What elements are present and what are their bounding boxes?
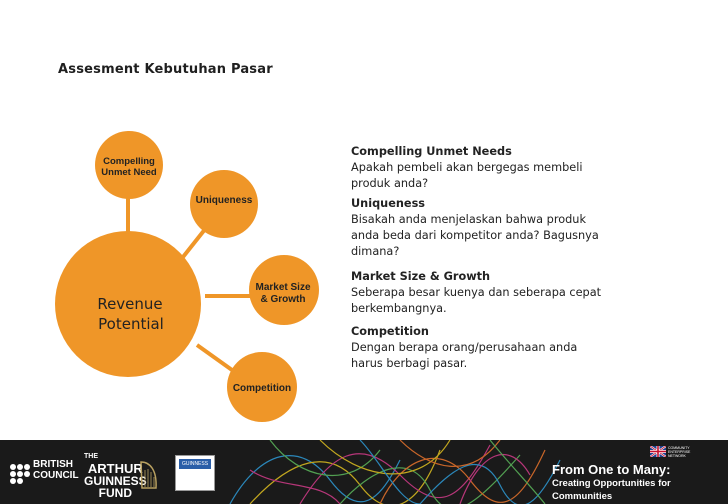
market-label-2: & Growth xyxy=(260,294,306,305)
description-line: Dengan berapa orang/perusahaan anda xyxy=(351,341,578,354)
partner-text-line: COMMUNITY xyxy=(668,446,690,450)
compelling-unmet-need-node xyxy=(95,131,163,199)
guinness-line-3: GUINNESS xyxy=(84,474,147,488)
description-market xyxy=(351,269,623,317)
page-title: Assesment Kebutuhan Pasar xyxy=(58,62,273,77)
uk-flag-icon xyxy=(650,446,666,457)
connector-competition xyxy=(197,345,232,370)
description-line: Seberapa besar kuenya dan seberapa cepat xyxy=(351,286,602,299)
revenue-potential-label-2: Potential xyxy=(98,315,164,333)
british-council-logo xyxy=(33,459,79,481)
competition-label: Competition xyxy=(232,383,292,394)
guinness-line-2: ARTHUR xyxy=(87,461,143,476)
partner-badge xyxy=(175,455,215,491)
partner-text-line: NETWORK xyxy=(668,454,686,458)
uniqueness-label: Uniqueness xyxy=(195,195,253,206)
british-council-line-1: BRITISH xyxy=(33,459,73,470)
british-council-line-2: COUNCIL xyxy=(33,470,79,481)
compelling-label-2: Unmet Need xyxy=(101,167,157,178)
description-heading: Uniqueness xyxy=(351,197,426,210)
partner-badge-label: GUINNESS xyxy=(179,459,211,469)
revenue-potential-label-1: Revenue xyxy=(97,295,163,313)
description-heading: Compelling Unmet Needs xyxy=(351,145,512,158)
description-line: produk anda? xyxy=(351,177,429,190)
description-line: berkembangnya. xyxy=(351,302,447,315)
uniqueness-node xyxy=(190,170,258,238)
competition-node xyxy=(227,352,297,422)
description-compelling xyxy=(351,144,623,192)
description-line: Apakah pembeli akan bergegas membeli xyxy=(351,161,583,174)
market-size-growth-node xyxy=(249,255,319,325)
description-uniqueness xyxy=(351,196,623,260)
partner-text xyxy=(668,446,690,458)
compelling-label-1: Compelling xyxy=(103,156,155,167)
description-line: dimana? xyxy=(351,245,400,258)
harp-icon xyxy=(138,460,160,490)
partner-text-line: ENTERPRISE xyxy=(668,450,691,454)
guinness-line-1: THE xyxy=(84,453,98,460)
market-label-1: Market Size xyxy=(255,282,311,293)
description-line: anda beda dari kompetitor anda? Bagusnya xyxy=(351,229,599,242)
connector-uniqueness xyxy=(183,228,206,257)
guinness-line-4: FUND xyxy=(98,486,132,500)
description-line: harus berbagi pasar. xyxy=(351,357,468,370)
british-council-logo-icon xyxy=(9,463,31,485)
description-line: Bisakah anda menjelaskan bahwa produk xyxy=(351,213,587,226)
description-heading: Competition xyxy=(351,325,429,338)
description-competition xyxy=(351,324,623,372)
revenue-potential-node xyxy=(55,231,201,377)
footer-tagline xyxy=(552,462,728,503)
tagline-subtitle: Creating Opportunities for Communities xyxy=(552,478,671,502)
description-heading: Market Size & Growth xyxy=(351,270,491,283)
tagline-title: From One to Many: xyxy=(552,462,671,477)
